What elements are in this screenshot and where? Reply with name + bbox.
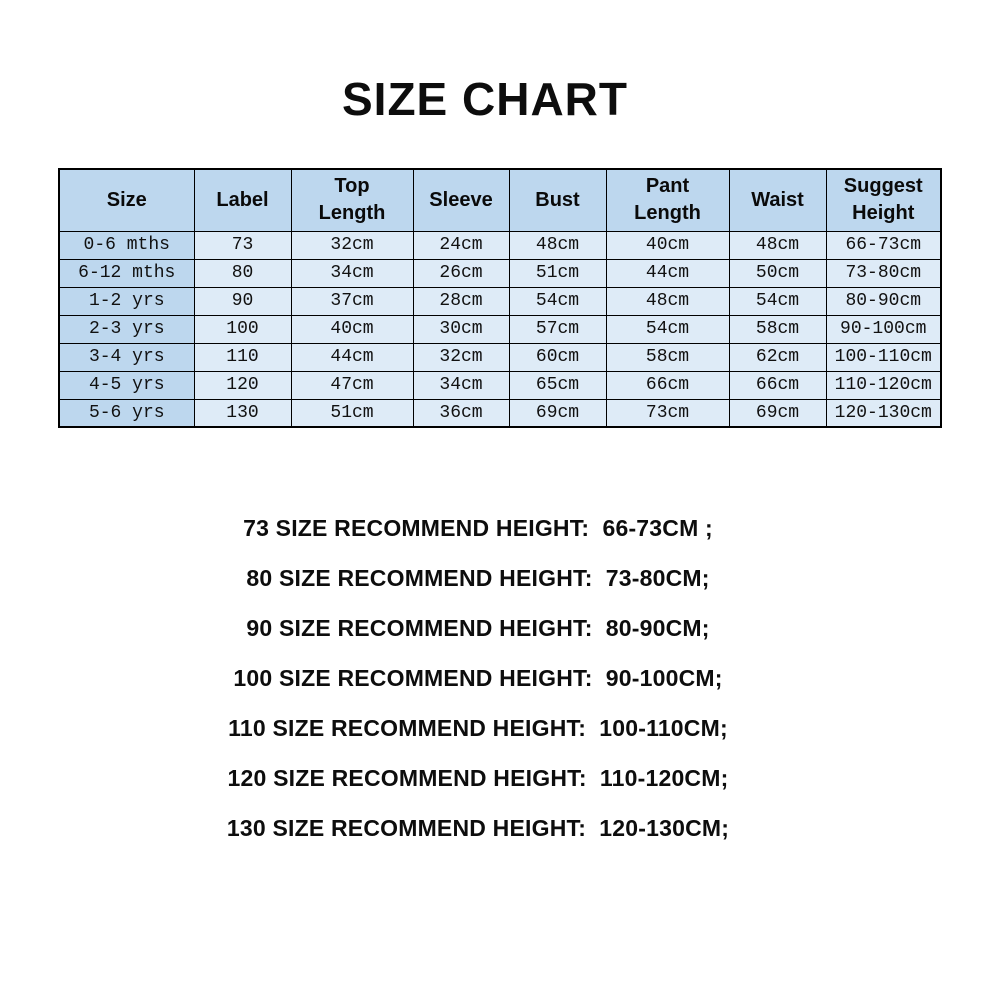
table-cell: 100-110cm [826,343,941,371]
column-header: Size [59,169,194,231]
table-cell: 130 [194,399,291,427]
table-cell: 28cm [413,287,509,315]
table-cell: 66cm [729,371,826,399]
column-header: Label [194,169,291,231]
table-cell: 44cm [606,259,729,287]
column-header: Sleeve [413,169,509,231]
table-cell: 48cm [509,231,606,259]
table-cell: 54cm [606,315,729,343]
table-cell: 0-6 mths [59,231,194,259]
table-cell: 50cm [729,259,826,287]
table-cell: 26cm [413,259,509,287]
column-header: Bust [509,169,606,231]
table-cell: 1-2 yrs [59,287,194,315]
recommend-height-line: 120 SIZE RECOMMEND HEIGHT: 110-120CM; [227,765,729,791]
table-cell: 69cm [729,399,826,427]
table-cell: 51cm [291,399,413,427]
recommend-height-line: 100 SIZE RECOMMEND HEIGHT: 90-100CM; [233,665,723,691]
table-cell: 5-6 yrs [59,399,194,427]
table-cell: 73cm [606,399,729,427]
column-header: Waist [729,169,826,231]
table-cell: 73 [194,231,291,259]
table-header-row [59,169,941,231]
column-header: Suggest Height [826,169,941,231]
table-row [59,343,941,371]
table-cell: 100 [194,315,291,343]
table-cell: 3-4 yrs [59,343,194,371]
column-header: Pant Length [606,169,729,231]
table-row [59,315,941,343]
table-cell: 30cm [413,315,509,343]
recommend-height-notes [0,503,956,853]
table-cell: 73-80cm [826,259,941,287]
table-cell: 48cm [606,287,729,315]
table-cell: 66cm [606,371,729,399]
table-cell: 32cm [413,343,509,371]
table-cell: 40cm [606,231,729,259]
table-cell: 51cm [509,259,606,287]
table-row [59,231,941,259]
table-cell: 58cm [606,343,729,371]
table-cell: 47cm [291,371,413,399]
table-cell: 36cm [413,399,509,427]
table-cell: 44cm [291,343,413,371]
recommend-height-line: 73 SIZE RECOMMEND HEIGHT: 66-73CM ; [243,515,713,541]
table-cell: 120 [194,371,291,399]
table-cell: 69cm [509,399,606,427]
table-cell: 110 [194,343,291,371]
table-cell: 34cm [413,371,509,399]
page-title: SIZE CHART [342,73,628,125]
table-cell: 37cm [291,287,413,315]
table-cell: 110-120cm [826,371,941,399]
table-row [59,259,941,287]
table-cell: 57cm [509,315,606,343]
table-cell: 54cm [729,287,826,315]
column-header: Top Length [291,169,413,231]
table-cell: 90 [194,287,291,315]
recommend-height-line: 110 SIZE RECOMMEND HEIGHT: 100-110CM; [228,715,728,741]
recommend-height-line: 90 SIZE RECOMMEND HEIGHT: 80-90CM; [246,615,710,641]
table-cell: 6-12 mths [59,259,194,287]
table-cell: 24cm [413,231,509,259]
table-cell: 80 [194,259,291,287]
table-cell: 65cm [509,371,606,399]
table-cell: 54cm [509,287,606,315]
size-chart-table [58,168,942,428]
recommend-height-line: 80 SIZE RECOMMEND HEIGHT: 73-80CM; [246,565,710,591]
table-cell: 2-3 yrs [59,315,194,343]
recommend-height-line: 130 SIZE RECOMMEND HEIGHT: 120-130CM; [226,815,730,841]
table-cell: 60cm [509,343,606,371]
table-cell: 58cm [729,315,826,343]
table-row [59,399,941,427]
table-cell: 66-73cm [826,231,941,259]
table-cell: 62cm [729,343,826,371]
table-cell: 120-130cm [826,399,941,427]
table-cell: 4-5 yrs [59,371,194,399]
table-cell: 48cm [729,231,826,259]
table-cell: 34cm [291,259,413,287]
table-row [59,371,941,399]
table-cell: 32cm [291,231,413,259]
table-cell: 90-100cm [826,315,941,343]
table-cell: 40cm [291,315,413,343]
table-cell: 80-90cm [826,287,941,315]
table-row [59,287,941,315]
